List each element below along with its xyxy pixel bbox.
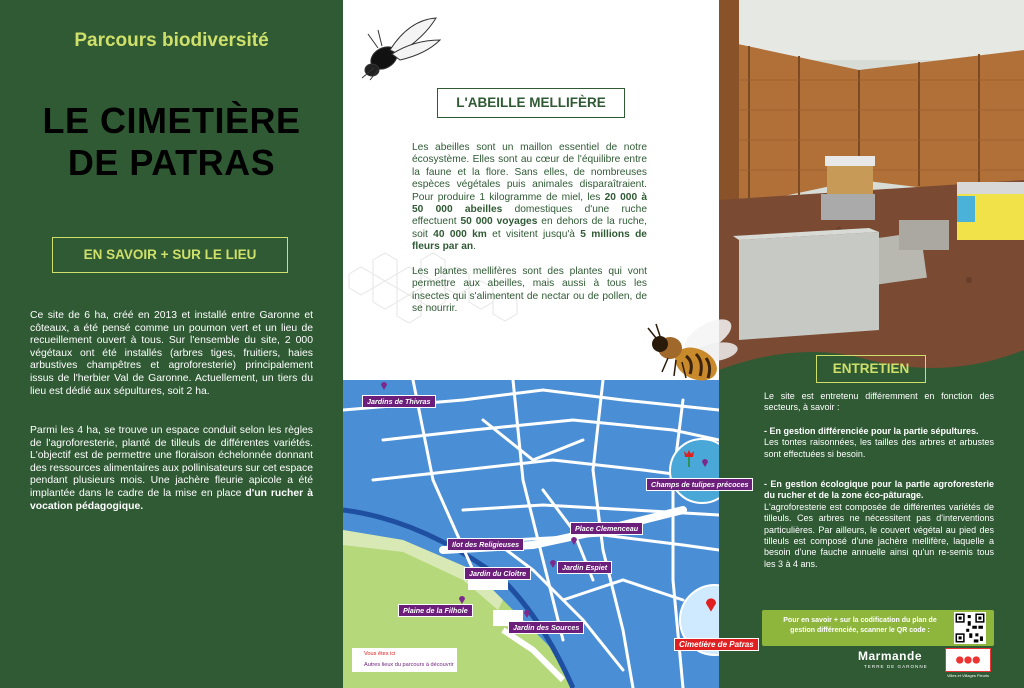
map-label-tulipes[interactable]: Champs de tulipes précoces bbox=[646, 478, 753, 491]
bee-sketch-icon bbox=[354, 10, 444, 82]
honeybee-icon bbox=[646, 306, 741, 392]
left-paragraph-2 bbox=[30, 425, 313, 513]
villes-fleuries-label: Villes et Villages Fleuris bbox=[946, 673, 990, 678]
left-paragraph-2-bold: d'un rucher à vocation pédagogique. bbox=[30, 487, 313, 512]
map-label-religieuses[interactable]: Ilot des Religieuses bbox=[447, 538, 524, 551]
route-map[interactable] bbox=[343, 380, 719, 688]
map-drawing bbox=[343, 380, 719, 688]
left-paragraph-1: Ce site de 6 ha, créé en 2013 et installé entre Garonne et côteaux, a été pensé comme un poumon vert et un lieu de recueillement ouvert à tous. Sur l'ensemble du site, 2 000 végétaux ont été installés (arbres tiges, fruitiers, haies arbustives champêtres et agroforesterie) principalement issus de l'herbier Val de Garonne. Actuellement, un tiers du lieu est dédié aux sépultures, soit 2 ha. bbox=[30, 310, 313, 397]
bee-text: . bbox=[473, 241, 476, 253]
pin-espiet-icon bbox=[550, 560, 556, 568]
pin-filhole-icon bbox=[459, 596, 465, 604]
bee-text: et visitent jusqu'à bbox=[486, 228, 581, 240]
map-label-espiet[interactable]: Jardin Espiet bbox=[557, 561, 612, 574]
bee-text-bold: 5 millions de fleurs par an bbox=[412, 228, 647, 253]
maintenance-item-2-title: - En gestion écologique pour la partie agroforesterie du rucher et de la zone éco-pâturage. bbox=[764, 479, 994, 501]
map-legend bbox=[352, 648, 457, 672]
qr-code-icon[interactable] bbox=[954, 612, 986, 644]
map-label-clemenceau[interactable]: Place Clemenceau bbox=[570, 522, 643, 535]
bee-text: domestiques d'une ruche effectuent bbox=[412, 204, 647, 228]
map-label-sources[interactable]: Jardin des Sources bbox=[508, 621, 584, 634]
pin-sources-icon bbox=[524, 610, 530, 618]
marmande-logo-subtitle: TERRE DE GARONNE bbox=[864, 664, 928, 669]
maintenance-item-1-title: - En gestion différenciée pour la partie sépultures. bbox=[764, 426, 979, 436]
bee-paragraph-2: Les plantes mellifères sont des plantes qui vont permettre aux abeilles, mais aussi à tous les insectes qui s'alimentent de nectar ou de pollen, de se nourrir. bbox=[412, 266, 647, 315]
map-label-thivras[interactable]: Jardins de Thivras bbox=[362, 395, 436, 408]
legend-others: Autres lieux du parcours à découvrir bbox=[364, 662, 454, 668]
bee-text-bold: 20 000 à 50 000 abeilles bbox=[412, 191, 648, 216]
maintenance-item-2-text: L'agroforesterie est composée de différentes variétés de tilleuls. Ces arbres ne nécessitent pas d'interventions particulières. Par ailleurs, le couvert végétal au pied des tilleuls est composé d'une jachère mellifère, laquelle a besoin d'une fauche annuelle ainsi qu'un re-semis tous les 3 à 4 ans. bbox=[764, 501, 994, 569]
bee-text: Les abeilles sont un maillon essentiel de notre écosystème. Elles sont au cœur de l'équilibre entre la faune et la flore. Sans elles, de nombreuses espèces végétales puis animales disparaîtraient. Pour produire 1 kilogramme de miel, les bbox=[412, 142, 647, 203]
maintenance-item-2 bbox=[764, 479, 994, 570]
qr-text: Pour en savoir + sur la codification du plan de gestion différenciée, scanner le QR code : bbox=[783, 617, 937, 634]
bee-paragraph-1 bbox=[412, 142, 647, 254]
page-subtitle: Parcours biodiversité bbox=[74, 30, 269, 51]
map-label-filhole[interactable]: Plaine de la Filhole bbox=[398, 604, 473, 617]
maintenance-item-1-text: Les tontes raisonnées, les tailles des arbres et arbustes sont effectuées si besoin. bbox=[764, 437, 994, 459]
title-line-2: DE PATRAS bbox=[67, 142, 276, 183]
bee-text: en dehors de la ruche, soit bbox=[412, 216, 647, 240]
learn-more-heading: EN SAVOIR + SUR LE LIEU bbox=[52, 237, 288, 273]
map-label-patras[interactable]: Cimetière de Patras bbox=[674, 638, 759, 651]
bee-section-heading: L'ABEILLE MELLIFÈRE bbox=[437, 88, 625, 118]
tulip-icon bbox=[682, 449, 696, 467]
maintenance-heading: ENTRETIEN bbox=[816, 355, 926, 383]
pin-tulipes-icon bbox=[702, 459, 708, 467]
pin-thivras-icon bbox=[381, 382, 387, 390]
maintenance-intro: Le site est entretenu différemment en fonction des secteurs, à savoir : bbox=[764, 391, 994, 413]
bee-text-bold: 40 000 km bbox=[433, 228, 487, 240]
bee-text-bold: 50 000 voyages bbox=[460, 216, 538, 228]
pin-clemenceau-icon bbox=[571, 537, 577, 545]
beehive-photo bbox=[719, 0, 1024, 370]
left-paragraph-2-text: Parmi les 4 ha, se trouve un espace conduit selon les règles de l'agroforesterie, planté de tilleuls de différentes variétés. L'objectif est de permettre une floraison échelonnée donnant des ressources alimentaires aux pollinisateurs sur cet espace pendant plusieurs mois. Une jachère fleurie apicole a été implantée dans le cadre de la mise en place bbox=[30, 425, 313, 499]
villes-fleuries-logo bbox=[945, 648, 991, 672]
legend-here: Vous êtes ici bbox=[364, 651, 396, 657]
title-line-1: LE CIMETIÈRE bbox=[42, 100, 301, 141]
maintenance-item-1 bbox=[764, 426, 994, 460]
marmande-logo: Marmande bbox=[858, 649, 923, 663]
map-label-cloitre[interactable]: Jardin du Cloître bbox=[464, 567, 531, 580]
page-title bbox=[0, 100, 343, 184]
you-are-here-pin-icon bbox=[706, 598, 716, 612]
